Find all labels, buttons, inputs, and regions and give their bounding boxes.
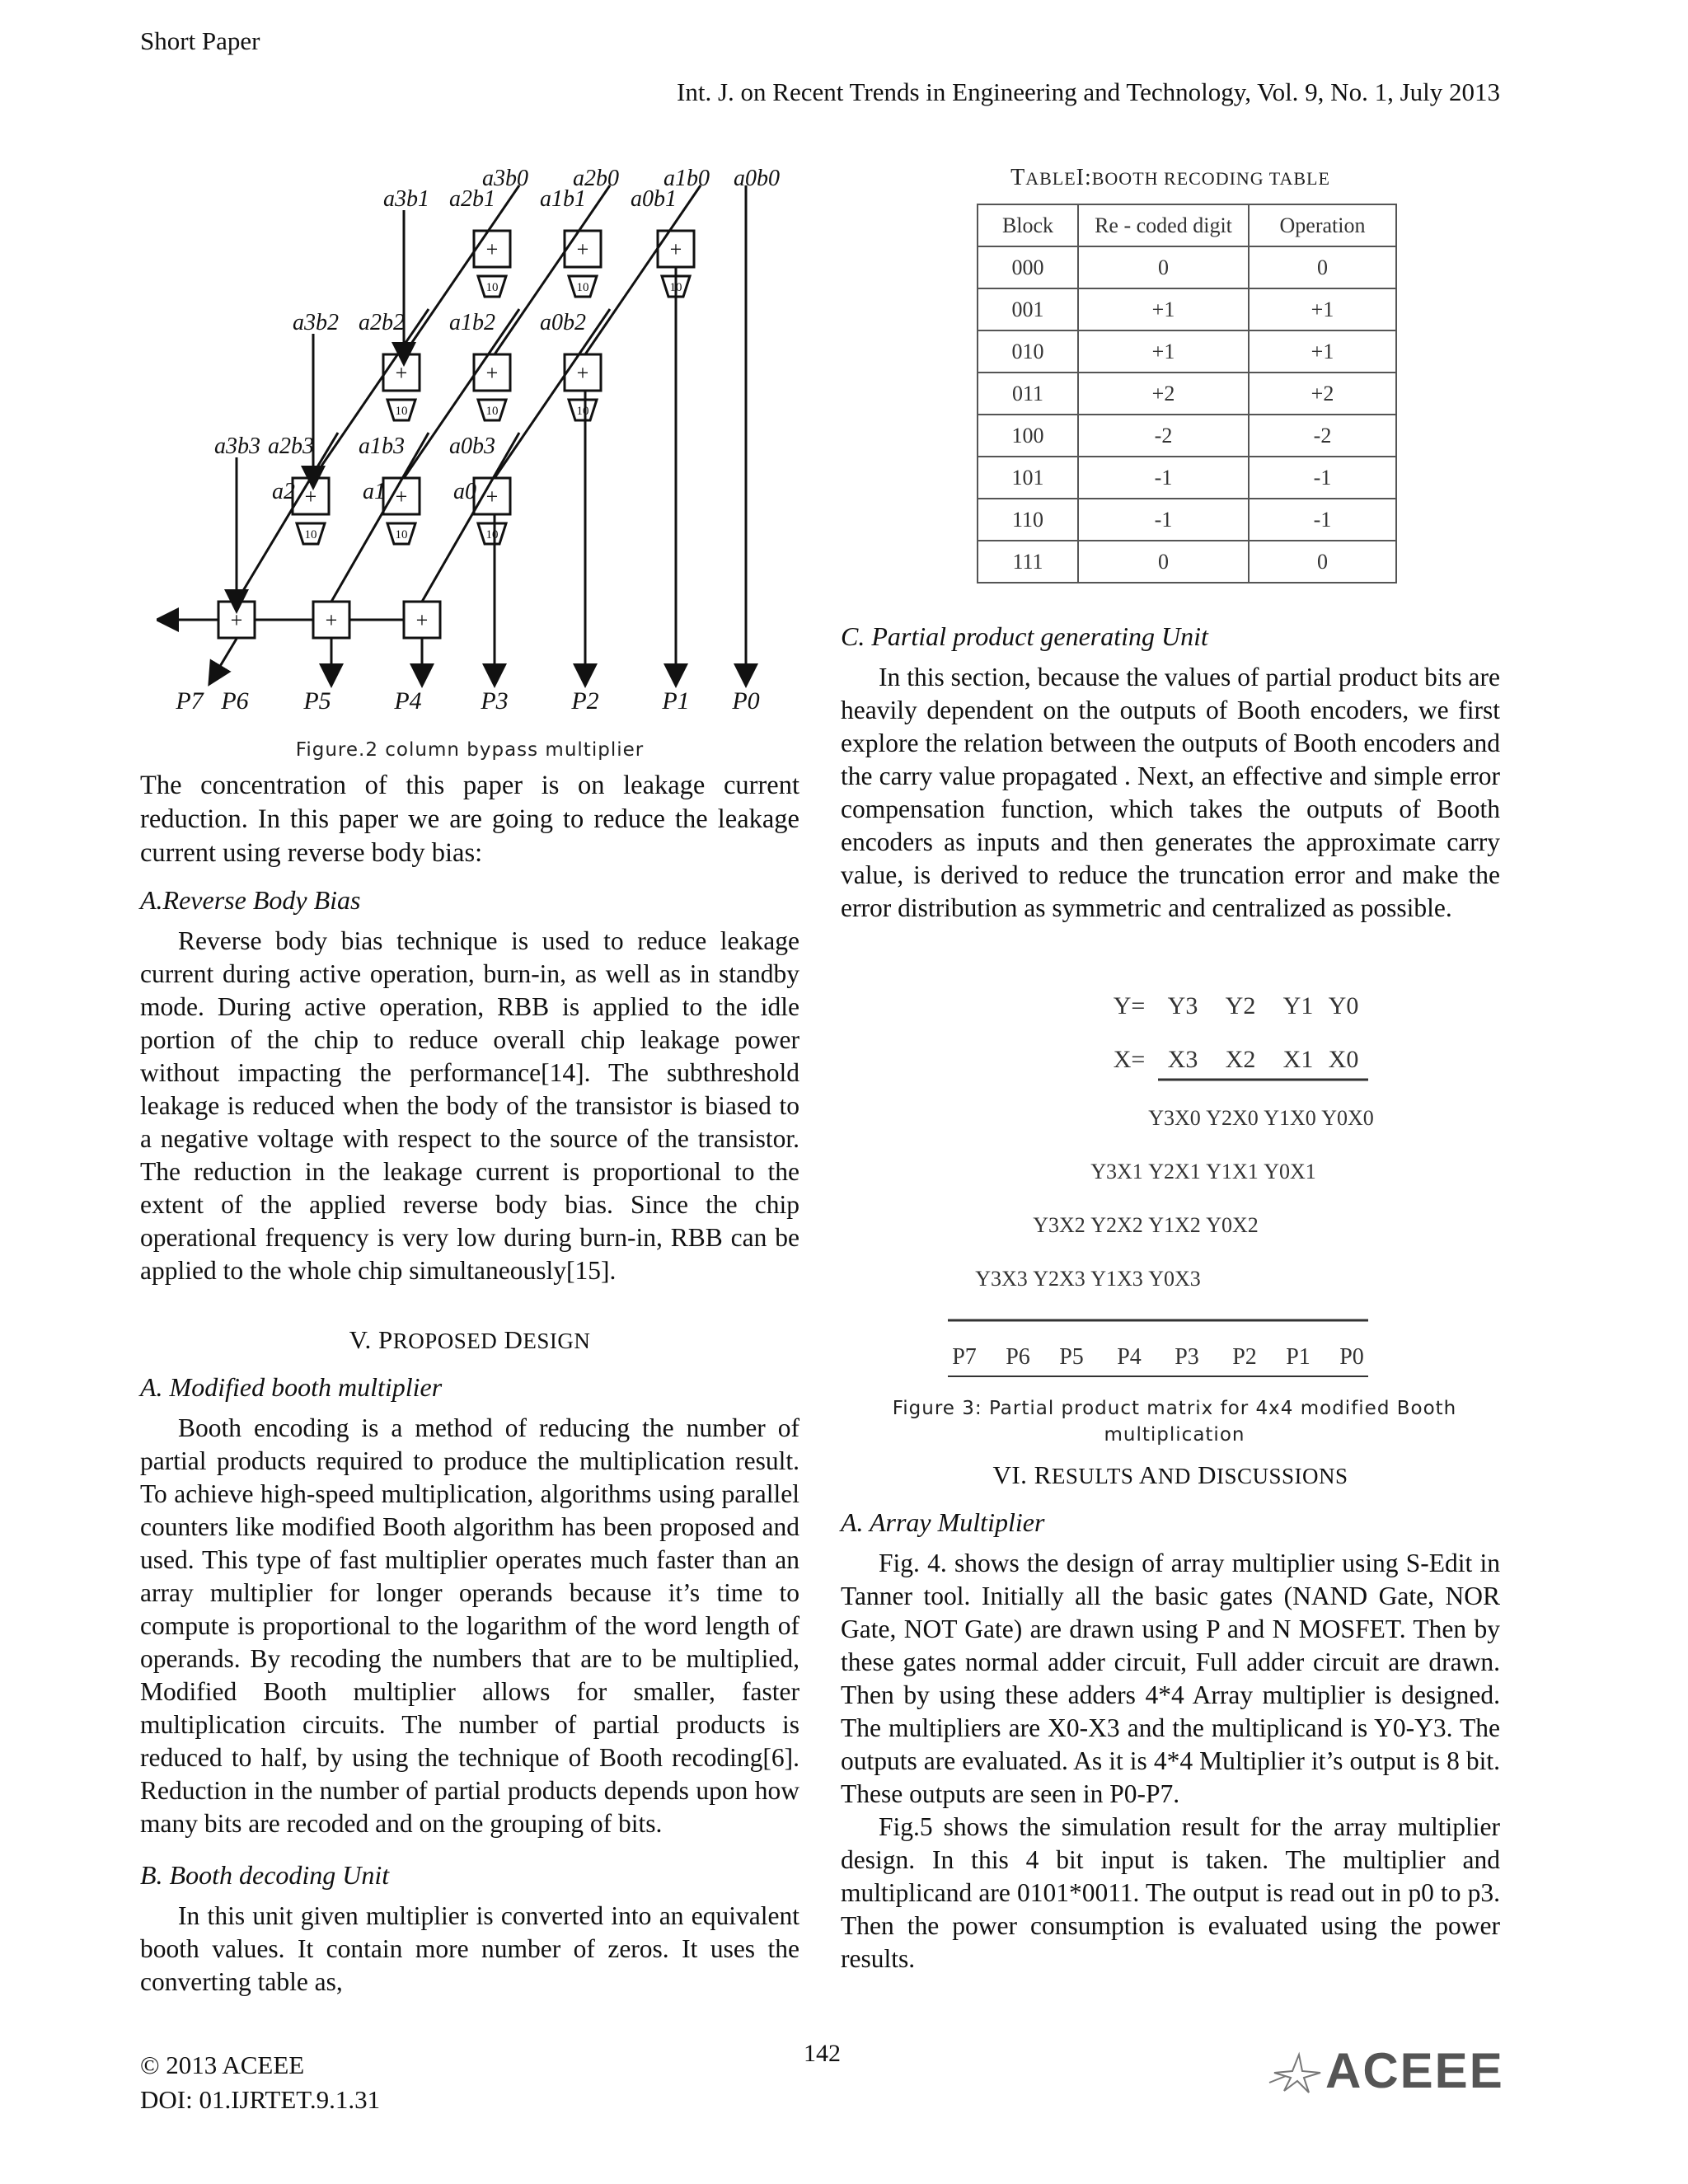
matrix-term: P2 [1232, 1344, 1257, 1370]
table-row [978, 373, 1396, 415]
mux-label: 10 [395, 528, 408, 541]
output-p6: P6 [221, 687, 249, 715]
matrix-term: Y0X1 [1264, 1160, 1316, 1183]
table-cell: -1 [1078, 499, 1249, 541]
table-cell: +1 [1249, 288, 1396, 330]
matrix-term: Y3X0 [1148, 1106, 1201, 1130]
table-cell: 001 [978, 288, 1078, 330]
mux-label: 10 [576, 281, 589, 294]
table-cell: 011 [978, 373, 1078, 415]
array-multiplier-paragraph-2: Fig.5 shows the simulation result for the array multiplier design. In this 4 bit input is taken. The multiplier and multiplicand are 0101*0011. The output is read out in p0 to p3. Then the power consumption is evaluated using the power results. [841, 1812, 1500, 1973]
section-v-heading: V. PROPOSED DESIGN [349, 1325, 591, 1354]
adder-symbol: + [485, 485, 499, 509]
matrix-term: P5 [1059, 1344, 1084, 1370]
output-p3: P3 [481, 687, 509, 715]
partial-product-heading: C. Partial product generating Unit [841, 621, 1208, 651]
array-multiplier-heading: A. Array Multiplier [841, 1507, 1045, 1537]
figure-3-partial-product-matrix [931, 989, 1393, 1385]
table-1-title: TABLEI:BOOTH RECODING TABLE [1010, 165, 1330, 190]
page-number: 142 [804, 2040, 841, 2067]
mux-label: 10 [304, 528, 317, 541]
booth-decoding-heading: B. Booth decoding Unit [140, 1860, 390, 1890]
matrix-term: X0 [1328, 1046, 1359, 1073]
adder-symbol: + [576, 237, 589, 261]
booth-decoding-paragraph: In this unit given multiplier is converted into an equivalent booth values. It contain more number of zeros. It uses the converting table as, [140, 1901, 799, 1996]
adder-symbol: + [485, 237, 499, 261]
output-p1: P1 [662, 687, 690, 715]
label-a0b1: a0b1 [631, 186, 677, 212]
label-a1: a1 [363, 479, 386, 504]
matrix-term: Y1X3 [1090, 1267, 1143, 1291]
table-cell: 110 [978, 499, 1078, 541]
logo-text: ACEEE [1325, 2043, 1504, 2098]
adder-symbol: + [304, 485, 317, 509]
table-cell: 0 [1078, 246, 1249, 288]
modified-booth-paragraph: Booth encoding is a method of reducing the number of partial products required to produce the multiplication result. To achieve high-speed multiplication, algorithms using parallel counters like modified Booth algorithm has been proposed and used. This type of fast multiplier operates much faster than an array multiplier for longer operands because it’s time to compute is proportional to the logarithm of the word length of operands. By recoding the numbers that are to be multiplied, Modified Booth multiplier allows for smaller, faster multiplication circuits. The number of partial products is reduced to half, by using the technique of Booth recoding[6]. Reduction in the number of partial products depends upon how many bits are recoded and on the grouping of bits. [140, 1413, 799, 1838]
matrix-term: Y1X1 [1206, 1160, 1259, 1183]
label-a2b0: a2b0 [573, 166, 619, 191]
label-a0b2: a0b2 [540, 310, 586, 335]
label-a2: a2 [272, 479, 295, 504]
matrix-term: P3 [1175, 1344, 1199, 1370]
table-row [978, 457, 1396, 499]
label-a0: a0 [453, 479, 476, 504]
matrix-term: Y0X3 [1148, 1267, 1201, 1291]
figure-3-caption: Figure 3: Partial product matrix for 4x4 modified Booth multiplication [892, 1398, 1457, 1446]
table-cell: -2 [1249, 415, 1396, 457]
table-row [978, 415, 1396, 457]
table-cell: 010 [978, 330, 1078, 373]
table-cell: 0 [1249, 541, 1396, 583]
matrix-term: Y2X3 [1033, 1267, 1085, 1291]
table-cell: -1 [1249, 457, 1396, 499]
table-cell: -2 [1078, 415, 1249, 457]
array-multiplier-paragraph-1: Fig. 4. shows the design of array multiplier using S-Edit in Tanner tool. Initially all the basic gates (NAND Gate, NOR Gate, NOT Gate) are drawn using P and N MOSFET. Then by these gates normal adder circuit, Full adder circuit are drawn. Then by using these adders 4*4 Array multiplier is designed. The multipliers are X0-X3 and the multiplicand is Y0-Y3. The outputs are evaluated. As it is 4*4 Multiplier it’s output is 8 bit. These outputs are seen in P0-P7. [841, 1549, 1500, 1808]
table-cell: -1 [1078, 457, 1249, 499]
label-a1b3: a1b3 [359, 434, 405, 459]
matrix-term: X1 [1282, 1046, 1314, 1073]
table-header-row [978, 204, 1396, 246]
running-header-journal: Int. J. on Recent Trends in Engineering and Technology, Vol. 9, No. 1, July 2013 [677, 77, 1500, 106]
adder-symbol: + [485, 361, 499, 385]
matrix-term: P1 [1286, 1344, 1311, 1370]
table-cell: +1 [1078, 330, 1249, 373]
left-column [140, 769, 799, 1999]
table-cell: 0 [1078, 541, 1249, 583]
label-a3b1: a3b1 [383, 186, 429, 212]
matrix-term: X2 [1225, 1046, 1256, 1073]
label-a2b1: a2b1 [449, 186, 495, 212]
mux-label: 10 [395, 405, 408, 418]
table-cell: +1 [1078, 288, 1249, 330]
footer-left [140, 2048, 380, 2117]
matrix-term: P6 [1006, 1344, 1030, 1370]
mux-label: 10 [576, 405, 589, 418]
label-a2b3: a2b3 [268, 434, 314, 459]
mux-label: 10 [485, 281, 499, 294]
table-cell: +2 [1078, 373, 1249, 415]
adder-symbol: + [230, 608, 243, 632]
label-a3b2: a3b2 [293, 310, 339, 335]
table-cell: +1 [1249, 330, 1396, 373]
section-vi-heading: VI. RESULTS AND DISCUSSIONS [992, 1460, 1348, 1489]
table-row [978, 246, 1396, 288]
matrix-term: Y3X2 [1033, 1213, 1085, 1237]
right-column-upper [841, 620, 1500, 925]
partial-product-paragraph: In this section, because the values of partial product bits are heavily dependent on the outputs of Booth encoders, we first explore the relation between the outputs of Booth encoders and the carry value propagated . Next, an effective and simple error compensation function, which takes the outputs of Booth encoders as inputs and then generates the approximate carry value, is derived to reduce the truncation error and make the error distribution as symmetric and centralized as possible. [841, 663, 1500, 922]
matrix-term: Y1 [1282, 992, 1314, 1019]
output-p0: P0 [732, 687, 760, 715]
matrix-term: Y1X2 [1148, 1213, 1201, 1237]
output-p7: P7 [176, 687, 204, 715]
table-row [978, 541, 1396, 583]
matrix-term: Y2 [1225, 992, 1256, 1019]
mux-label: 10 [485, 528, 499, 541]
adder-symbol: + [325, 608, 338, 632]
running-header-left: Short Paper [140, 26, 260, 55]
adder-symbol: + [669, 237, 682, 261]
table-cell: -1 [1249, 499, 1396, 541]
matrix-term: Y3X1 [1090, 1160, 1143, 1183]
label-a3b3: a3b3 [214, 434, 260, 459]
matrix-term: P4 [1117, 1344, 1142, 1370]
table-cell: 100 [978, 415, 1078, 457]
table-header-cell: Re - coded digit [1078, 204, 1249, 246]
right-column-lower [841, 1459, 1500, 1975]
table-row [978, 288, 1396, 330]
table-row [978, 499, 1396, 541]
matrix-term: P7 [952, 1344, 977, 1370]
matrix-term: Y0 [1328, 992, 1359, 1019]
copyright: © 2013 ACEEE [140, 2050, 305, 2079]
output-p4: P4 [394, 687, 422, 715]
intro-paragraph: The concentration of this paper is on leakage current reduction. In this paper we are going to reduce the leakage current using reverse body bias: [140, 771, 799, 868]
matrix-term: P0 [1339, 1344, 1364, 1370]
label-a1b1: a1b1 [540, 186, 586, 212]
table-cell: 101 [978, 457, 1078, 499]
star-logo-icon [1268, 2046, 1325, 2096]
adder-symbol: + [395, 361, 408, 385]
label-a2b2: a2b2 [359, 310, 405, 335]
matrix-term: Y2X2 [1090, 1213, 1143, 1237]
reverse-body-bias-paragraph: Reverse body bias technique is used to reduce leakage current during active operation, burn-in, as well as in standby mode. During active operation, RBB is applied to the idle portion of the chip to reduce overall chip leakage power without impacting the performance[14]. The subthreshold leakage is reduced when the body of the transistor is biased to a negative voltage with respect to the source of the transistor. The reduction in the leakage current is proportional to the extent of the applied reverse body bias. Since the chip operational frequency is very low during burn-in, RBB can be applied to the whole chip simultaneously[15]. [140, 926, 799, 1285]
aceee-logo [1268, 2042, 1504, 2099]
x-equals-label: X= [1113, 1046, 1146, 1073]
mux-label: 10 [485, 405, 499, 418]
table-header-cell: Block [978, 204, 1078, 246]
table-cell: 000 [978, 246, 1078, 288]
doi: DOI: 01.IJRTET.9.1.31 [140, 2085, 381, 2114]
adder-symbol: + [395, 485, 408, 509]
label-a0b0: a0b0 [734, 166, 780, 191]
table-cell: 111 [978, 541, 1078, 583]
output-p5: P5 [303, 687, 331, 715]
output-p2: P2 [571, 687, 599, 715]
table-header-cell: Operation [1249, 204, 1396, 246]
matrix-term: Y2X1 [1148, 1160, 1201, 1183]
matrix-term: Y2X0 [1206, 1106, 1259, 1130]
table-cell: 0 [1249, 246, 1396, 288]
label-a3b0: a3b0 [482, 166, 528, 191]
table-cell: +2 [1249, 373, 1396, 415]
modified-booth-heading: A. Modified booth multiplier [140, 1372, 443, 1402]
matrix-term: Y1X0 [1264, 1106, 1316, 1130]
figure-2-column-bypass-multiplier [157, 161, 799, 721]
reverse-body-bias-heading: A.Reverse Body Bias [140, 885, 361, 915]
matrix-term: Y0X0 [1321, 1106, 1374, 1130]
matrix-term: X3 [1167, 1046, 1198, 1073]
y-equals-label: Y= [1113, 992, 1146, 1019]
matrix-term: Y3X3 [975, 1267, 1028, 1291]
label-a0b3: a0b3 [449, 434, 495, 459]
matrix-term: Y3 [1167, 992, 1198, 1019]
table-row [978, 330, 1396, 373]
mux-label: 10 [669, 281, 682, 294]
label-a1b0: a1b0 [663, 166, 710, 191]
matrix-term: Y0X2 [1206, 1213, 1259, 1237]
adder-symbol: + [576, 361, 589, 385]
adder-symbol: + [415, 608, 429, 632]
figure-2-caption: Figure.2 column bypass multiplier [295, 739, 645, 761]
booth-recoding-table [977, 204, 1397, 583]
label-a1b2: a1b2 [449, 310, 495, 335]
